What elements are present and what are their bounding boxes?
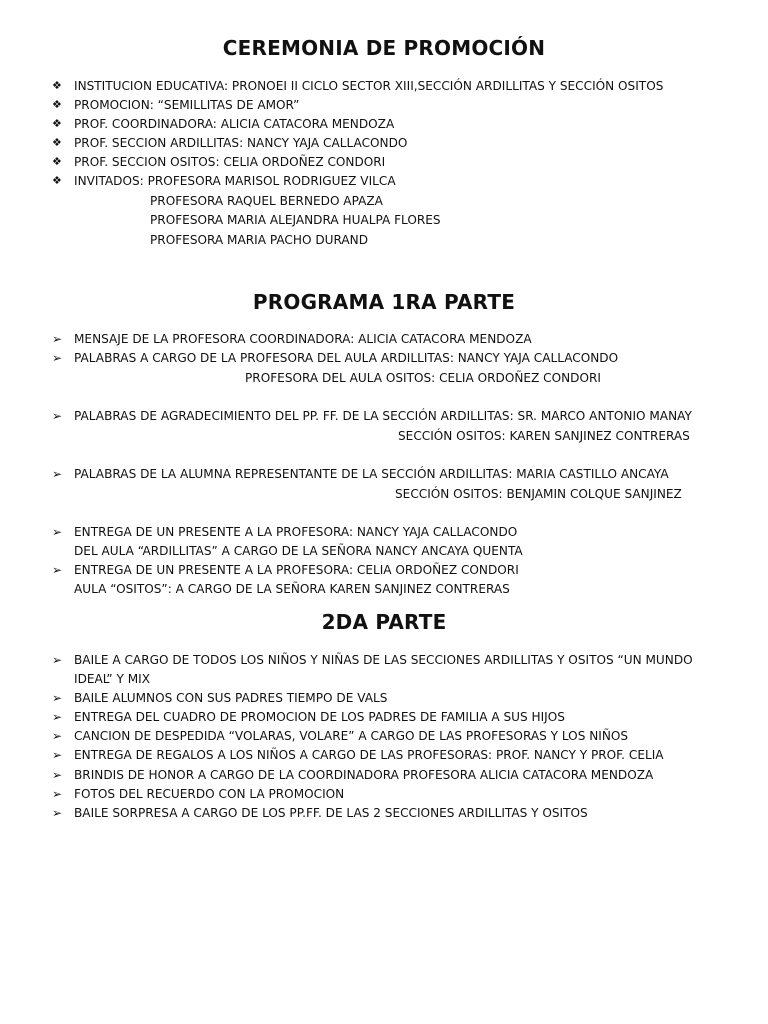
guest-item: PROFESORA MARIA PACHO DURAND [150,233,369,247]
info-item: INSTITUCION EDUCATIVA: PRONOEI II CICLO SECTOR XIII,SECCIÓN ARDILLITAS Y SECCIÓN OSITOS [74,79,664,93]
arrow-bullet-icon: ➢ [52,409,63,423]
arrow-bullet-icon: ➢ [52,351,63,365]
arrow-bullet-icon: ➢ [52,332,63,346]
arrow-bullet-icon: ➢ [52,710,63,724]
diamond-bullet-icon: ❖ [52,117,62,130]
program-item: PALABRAS DE LA ALUMNA REPRESENTANTE DE LA SECCIÓN ARDILLITAS: MARIA CASTILLO ANCAYA [74,467,669,481]
program-item: BAILE SORPRESA A CARGO DE LOS PP.FF. DE LAS 2 SECCIONES ARDILLITAS Y OSITOS [74,806,588,820]
program-item: ENTREGA DE REGALOS A LOS NIÑOS A CARGO DE LAS PROFESORAS: PROF. NANCY Y PROF. CELIA [74,748,664,762]
program-item: CANCION DE DESPEDIDA “VOLARAS, VOLARE” A CARGO DE LAS PROFESORAS Y LOS NIÑOS [74,729,629,743]
info-item: PROF. COORDINADORA: ALICIA CATACORA MENDOZA [74,117,395,131]
arrow-bullet-icon: ➢ [52,787,63,801]
program-item: ENTREGA DE UN PRESENTE A LA PROFESORA: NANCY YAJA CALLACONDO [74,525,518,539]
document-title: CEREMONIA DE PROMOCIÓN [222,36,546,60]
arrow-bullet-icon: ➢ [52,729,63,743]
arrow-bullet-icon: ➢ [52,563,63,577]
arrow-bullet-icon: ➢ [52,806,63,820]
guest-item: PROFESORA RAQUEL BERNEDO APAZA [150,194,383,208]
arrow-bullet-icon: ➢ [52,768,63,782]
program-item-continuation: SECCIÓN OSITOS: KAREN SANJINEZ CONTRERAS [398,429,690,443]
program-item: FOTOS DEL RECUERDO CON LA PROMOCION [74,787,345,801]
program-item-continuation: DEL AULA “ARDILLITAS” A CARGO DE LA SEÑORA NANCY ANCAYA QUENTA [74,544,523,558]
diamond-bullet-icon: ❖ [52,79,62,92]
program-item: BAILE ALUMNOS CON SUS PADRES TIEMPO DE VALS [74,691,388,705]
diamond-bullet-icon: ❖ [52,155,62,168]
program-item-continuation: AULA “OSITOS”: A CARGO DE LA SEÑORA KAREN SANJINEZ CONTRERAS [74,582,510,596]
arrow-bullet-icon: ➢ [52,748,63,762]
program-item-continuation: PROFESORA DEL AULA OSITOS: CELIA ORDOÑEZ CONDORI [245,371,601,385]
part1-heading: PROGRAMA 1RA PARTE [252,290,516,314]
program-item: ENTREGA DE UN PRESENTE A LA PROFESORA: CELIA ORDOÑEZ CONDORI [74,563,519,577]
program-item: BAILE A CARGO DE TODOS LOS NIÑOS Y NIÑAS DE LAS SECCIONES ARDILLITAS Y OSITOS “UN MUNDO [74,653,693,667]
diamond-bullet-icon: ❖ [52,98,62,111]
arrow-bullet-icon: ➢ [52,467,63,481]
program-item: MENSAJE DE LA PROFESORA COORDINADORA: ALICIA CATACORA MENDOZA [74,332,532,346]
program-item-continuation: SECCIÓN OSITOS: BENJAMIN COLQUE SANJINEZ [395,487,682,501]
program-item: PALABRAS DE AGRADECIMIENTO DEL PP. FF. DE LA SECCIÓN ARDILLITAS: SR. MARCO ANTONIO MANAY [74,409,692,423]
info-item: PROMOCION: “SEMILLITAS DE AMOR” [74,98,300,112]
program-item: PALABRAS A CARGO DE LA PROFESORA DEL AULA ARDILLITAS: NANCY YAJA CALLACONDO [74,351,619,365]
guest-item: PROFESORA MARIA ALEJANDRA HUALPA FLORES [150,213,441,227]
info-item: INVITADOS: PROFESORA MARISOL RODRIGUEZ VILCA [74,174,396,188]
program-item-continuation: IDEAL” Y MIX [74,672,150,686]
info-item: PROF. SECCION OSITOS: CELIA ORDOÑEZ CONDORI [74,155,386,169]
part2-heading: 2DA PARTE [321,610,447,634]
arrow-bullet-icon: ➢ [52,525,63,539]
diamond-bullet-icon: ❖ [52,174,62,187]
arrow-bullet-icon: ➢ [52,653,63,667]
program-item: ENTREGA DEL CUADRO DE PROMOCION DE LOS PADRES DE FAMILIA A SUS HIJOS [74,710,565,724]
program-item: BRINDIS DE HONOR A CARGO DE LA COORDINADORA PROFESORA ALICIA CATACORA MENDOZA [74,768,654,782]
diamond-bullet-icon: ❖ [52,136,62,149]
arrow-bullet-icon: ➢ [52,691,63,705]
info-item: PROF. SECCION ARDILLITAS: NANCY YAJA CALLACONDO [74,136,408,150]
